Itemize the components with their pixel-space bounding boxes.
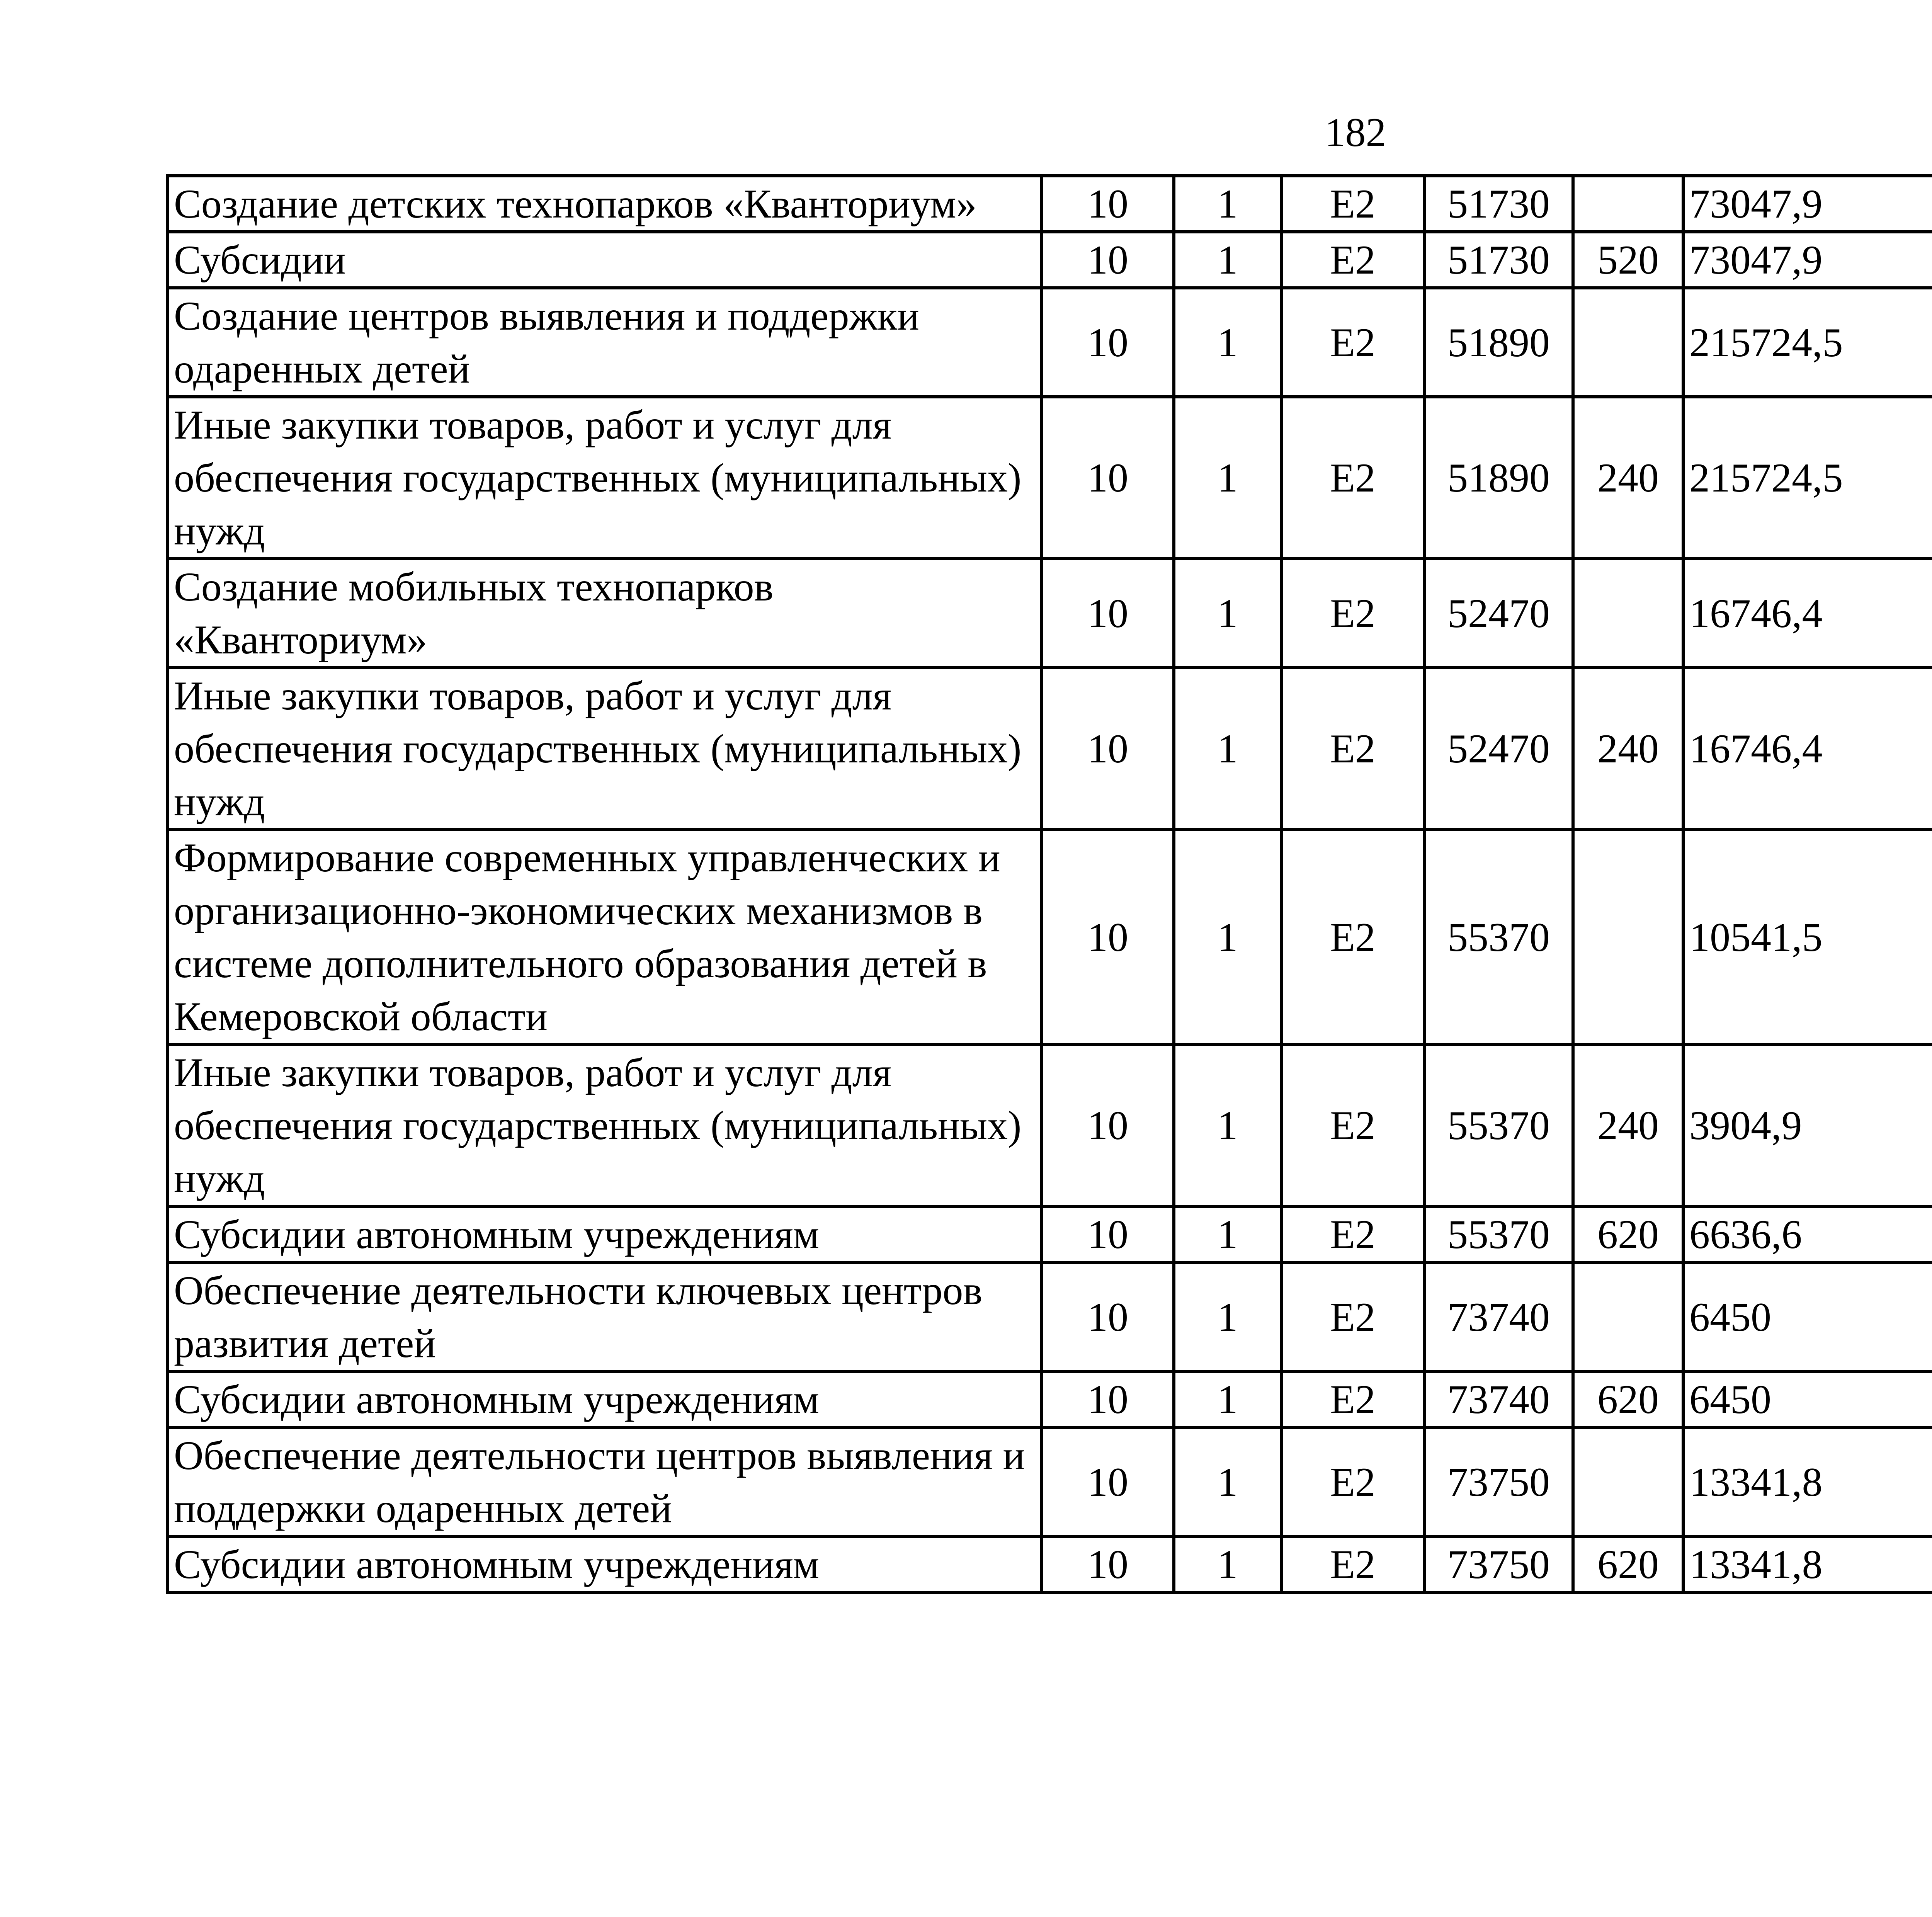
target-code-cell: 51890 [1424, 397, 1573, 559]
expense-type-cell [1573, 1427, 1683, 1536]
table-row [168, 1536, 1932, 1592]
target-code-cell: 55370 [1424, 830, 1573, 1044]
amount-cell: 6450 [1683, 1371, 1932, 1427]
expense-type-cell: 240 [1573, 1044, 1683, 1206]
target-code-cell: 52470 [1424, 668, 1573, 830]
row-name-cell: Создание детских технопарков «Кванториум» [168, 176, 1042, 232]
table-row [168, 232, 1932, 288]
subsection-code-cell: 1 [1174, 232, 1281, 288]
section-code-cell: 10 [1042, 668, 1174, 830]
project-code-cell: Е2 [1281, 830, 1424, 1044]
section-code-cell: 10 [1042, 1427, 1174, 1536]
expense-type-cell [1573, 830, 1683, 1044]
section-code-cell: 10 [1042, 288, 1174, 397]
expense-type-cell [1573, 288, 1683, 397]
section-code-cell: 10 [1042, 397, 1174, 559]
section-code-cell: 10 [1042, 232, 1174, 288]
amount-cell: 3904,9 [1683, 1044, 1932, 1206]
amount-cell: 10541,5 [1683, 830, 1932, 1044]
subsection-code-cell: 1 [1174, 1371, 1281, 1427]
subsection-code-cell: 1 [1174, 668, 1281, 830]
row-name-cell: Иные закупки товаров, работ и услуг для обеспечения государственных (муниципальных) нужд [168, 668, 1042, 830]
section-code-cell: 10 [1042, 1536, 1174, 1592]
row-name-cell: Иные закупки товаров, работ и услуг для обеспечения государственных (муниципальных) нужд [168, 1044, 1042, 1206]
row-name-cell: Обеспечение деятельности ключевых центров развития детей [168, 1262, 1042, 1371]
subsection-code-cell: 1 [1174, 830, 1281, 1044]
amount-cell: 73047,9 [1683, 176, 1932, 232]
expense-type-cell: 520 [1573, 232, 1683, 288]
expense-type-cell [1573, 559, 1683, 668]
expense-type-cell [1573, 1262, 1683, 1371]
amount-cell: 6450 [1683, 1262, 1932, 1371]
project-code-cell: Е2 [1281, 176, 1424, 232]
section-code-cell: 10 [1042, 559, 1174, 668]
project-code-cell: Е2 [1281, 1371, 1424, 1427]
amount-cell: 16746,4 [1683, 668, 1932, 830]
project-code-cell: Е2 [1281, 1206, 1424, 1262]
subsection-code-cell: 1 [1174, 559, 1281, 668]
table-row [168, 668, 1932, 830]
table-row [168, 1206, 1932, 1262]
project-code-cell: Е2 [1281, 1536, 1424, 1592]
target-code-cell: 55370 [1424, 1206, 1573, 1262]
row-name-cell: Формирование современных управленческих и организационно-экономических механизмов в системе дополнительного образования детей в Кемеровской области [168, 830, 1042, 1044]
row-name-cell: Субсидии [168, 232, 1042, 288]
budget-table [166, 174, 1932, 1594]
table-body [168, 176, 1932, 1592]
section-code-cell: 10 [1042, 1044, 1174, 1206]
project-code-cell: Е2 [1281, 397, 1424, 559]
project-code-cell: Е2 [1281, 668, 1424, 830]
target-code-cell: 51730 [1424, 176, 1573, 232]
table-row [168, 176, 1932, 232]
table-row [168, 1371, 1932, 1427]
target-code-cell: 73740 [1424, 1262, 1573, 1371]
project-code-cell: Е2 [1281, 1427, 1424, 1536]
table-row [168, 559, 1932, 668]
amount-cell: 13341,8 [1683, 1427, 1932, 1536]
amount-cell: 215724,5 [1683, 288, 1932, 397]
expense-type-cell: 240 [1573, 668, 1683, 830]
subsection-code-cell: 1 [1174, 1262, 1281, 1371]
subsection-code-cell: 1 [1174, 1044, 1281, 1206]
expense-type-cell: 240 [1573, 397, 1683, 559]
subsection-code-cell: 1 [1174, 1206, 1281, 1262]
row-name-cell: Субсидии автономным учреждениям [168, 1206, 1042, 1262]
page-number: 182 [1325, 110, 1386, 155]
project-code-cell: Е2 [1281, 559, 1424, 668]
section-code-cell: 10 [1042, 1262, 1174, 1371]
table-row [168, 1262, 1932, 1371]
row-name-cell: Создание мобильных технопарков «Кванториум» [168, 559, 1042, 668]
target-code-cell: 55370 [1424, 1044, 1573, 1206]
target-code-cell: 73750 [1424, 1536, 1573, 1592]
section-code-cell: 10 [1042, 1206, 1174, 1262]
subsection-code-cell: 1 [1174, 1427, 1281, 1536]
table-row [168, 288, 1932, 397]
amount-cell: 73047,9 [1683, 232, 1932, 288]
subsection-code-cell: 1 [1174, 176, 1281, 232]
target-code-cell: 51730 [1424, 232, 1573, 288]
row-name-cell: Иные закупки товаров, работ и услуг для обеспечения государственных (муниципальных) нужд [168, 397, 1042, 559]
table-row [168, 397, 1932, 559]
row-name-cell: Субсидии автономным учреждениям [168, 1371, 1042, 1427]
project-code-cell: Е2 [1281, 1044, 1424, 1206]
subsection-code-cell: 1 [1174, 288, 1281, 397]
section-code-cell: 10 [1042, 830, 1174, 1044]
row-name-cell: Обеспечение деятельности центров выявления и поддержки одаренных детей [168, 1427, 1042, 1536]
expense-type-cell [1573, 176, 1683, 232]
table-row [168, 1044, 1932, 1206]
subsection-code-cell: 1 [1174, 1536, 1281, 1592]
target-code-cell: 73740 [1424, 1371, 1573, 1427]
row-name-cell: Субсидии автономным учреждениям [168, 1536, 1042, 1592]
expense-type-cell: 620 [1573, 1371, 1683, 1427]
amount-cell: 6636,6 [1683, 1206, 1932, 1262]
table-row [168, 1427, 1932, 1536]
target-code-cell: 51890 [1424, 288, 1573, 397]
target-code-cell: 52470 [1424, 559, 1573, 668]
amount-cell: 215724,5 [1683, 397, 1932, 559]
expense-type-cell: 620 [1573, 1536, 1683, 1592]
amount-cell: 13341,8 [1683, 1536, 1932, 1592]
expense-type-cell: 620 [1573, 1206, 1683, 1262]
subsection-code-cell: 1 [1174, 397, 1281, 559]
amount-cell: 16746,4 [1683, 559, 1932, 668]
project-code-cell: Е2 [1281, 288, 1424, 397]
target-code-cell: 73750 [1424, 1427, 1573, 1536]
project-code-cell: Е2 [1281, 232, 1424, 288]
project-code-cell: Е2 [1281, 1262, 1424, 1371]
section-code-cell: 10 [1042, 1371, 1174, 1427]
table-row [168, 830, 1932, 1044]
row-name-cell: Создание центров выявления и поддержки одаренных детей [168, 288, 1042, 397]
section-code-cell: 10 [1042, 176, 1174, 232]
